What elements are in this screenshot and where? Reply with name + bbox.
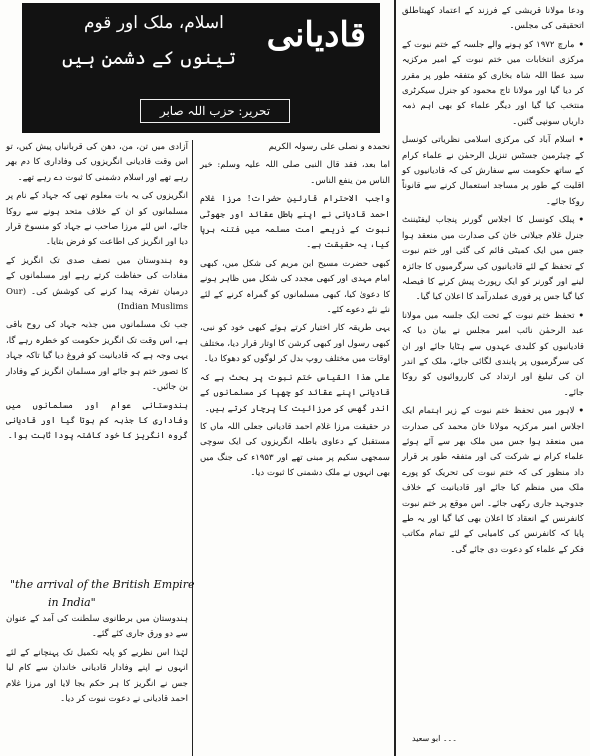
right-footer: ۔۔۔ ابو سعید: [412, 734, 457, 743]
middle-para-3: واجب الاحترام قارئین حضرات! مرزا غلام احمد قادیانی نے اپنے باطل عقائد اور جھوٹی نبوت کے ذریعے امت مسلمہ میں فتنہ برپا کیا، یہ حقیقت ہے۔: [200, 194, 390, 251]
column-divider-right: [394, 0, 396, 756]
left-para-5: ہندوستانی عوام اور مسلمانوں میں وفاداری کا جذبہ کم ہوتا گیا اور قادیانی گروہ انگریز کا خود کاشتہ پودا ثابت ہوا۔: [6, 400, 188, 442]
right-para-3: • اسلام آباد کی مرکزی اسلامی نظریاتی کونسل کے چیئرمین جسٹس تنزیل الرحمٰن نے علماء کرام کے ساتھ حکومت سے سفارش کی کہ قادیانیوں کو اقلیت کے طور پر مساجد استعمال کرنے سے قانوناً روکا جائے۔: [402, 133, 584, 210]
middle-para-4: کبھی حضرت مسیح ابن مریم کی شکل میں، کبھی امام مہدی اور کبھی مجدد کی شکل میں ظاہر ہونے کا دعویٰ کیا، کبھی مسلمانوں کو گمراہ کرنے کے لئے نئے نئے دعوے کئے۔: [200, 258, 390, 316]
column-divider-left: [192, 140, 193, 756]
right-column: [402, 4, 584, 750]
middle-para-7: در حقیقت مرزا غلام احمد قادیانی جعلی اللہ ماں کا مستقبل کے دعاوی باطلہ انگریزوں کی ایک سوچی سمجھی سکیم پر مبنی تھے اور ۱۹۵۳ء کی جنگ میں بھی انہوں نے ملک دشمنی کا ثبوت دیا۔: [200, 421, 391, 479]
middle-column: [200, 140, 390, 752]
right-para-6: • لاہور میں تحفظ ختم نبوت کے زیر اہتمام ایک اجلاس امیر مرکزیہ مولانا خان محمد کی صدارت میں منعقد ہوا جس میں ملک بھر سے آئے ہوئے علماء کرام نے شرکت کی اور متفقہ طور پر قرار داد منظور کی کہ ختم نبوت کی تحریک کو پورے ملک میں منظم کیا جائے اور قادیانیت کے خلاف جدوجہد جاری رکھی جائے۔ اس موقع پر ختم نبوت کانفرنس کے انعقاد کا اعلان بھی کیا گیا اور یہ طے پایا کہ کانفرنس کی کامیابی کے لئے تمام مکاتب فکر کے علماء کو دعوت دی جائے گی۔: [402, 404, 584, 558]
right-para-5: • تحفظ ختم نبوت کے تحت ایک جلسہ میں مولانا عبد الرحمٰن نائب امیر مجلس نے بیان دیا کہ قادیانیوں کو کلیدی عہدوں سے ہٹایا جائے اور ان کی سرگرمیوں پر پابندی لگائی جائے، ملک کے اندر ان کی تبلیغ اور ارتداد کی کارروائیوں کو روکا جائے۔: [402, 309, 584, 401]
middle-para-5: یہی طریقہ کار اختیار کرتے ہوئے کبھی خود کو نبی، کبھی رسول اور کبھی کرشن کا اوتار قرار دیا، مختلف اوقات میں مختلف روپ بدل کر لوگوں کو دھوکا دیا۔: [200, 323, 390, 365]
headline-title-word: قادیانی: [266, 15, 366, 55]
middle-para-6: علی ھذا القیاس ختم نبوت پر بحث ہے کہ قادیانی اپنے عقائد کو چھپا کر مسلمانوں کے اندر گھس کر مرزائیت کا پرچار کرتے ہیں۔: [200, 372, 390, 414]
english-quote-line-2: in India": [48, 596, 96, 609]
headline-banner: [22, 3, 380, 133]
left-column-bottom: [6, 612, 188, 752]
headline-line-2: تینوں کے دشمن ہیں: [62, 47, 236, 69]
right-para-4: • پبلک کونسل کا اجلاس گورنر پنجاب لیفٹیننٹ جنرل غلام جیلانی خان کی صدارت میں منعقد ہوا جس میں ایک کمیٹی قائم کی گئی اور ختم نبوت کے تحفظ کے لئے قادیانیوں کی سرگرمیوں کا جائزہ لینے اور گورنر کو ایک رپورٹ پیش کرنے کا فیصلہ کیا گیا جس پر فوری عملدرآمد کا اعلان کیا گیا۔: [402, 213, 584, 305]
middle-para-1: نحمدہ و نصلی علی رسولہ الکریم: [268, 142, 390, 152]
byline-box: تحریر: حزب اللہ صابر: [140, 99, 290, 123]
left-para-4: جب تک مسلمانوں میں جذبہ جہاد کی روح باقی ہے، اس وقت تک انگریز حکومت کو خطرہ رہے گا، یہی وجہ ہے کہ قادیانیت کو فروغ دیا گیا تاکہ جہاد کا تصور ختم ہو جائے اور مسلمان انگریز کے وفادار بن جائیں۔: [6, 320, 188, 393]
left-para-after-2: لہٰذا اس نظریے کو پایہ تکمیل تک پہنچانے کے لئے انہوں نے اپنے وفادار قادیانی خاندان سے کام لیا جس نے انگریز کا ہر حکم بجا لایا اور مرزا غلام احمد قادیانی نے دعوت نبوت کر دیا۔: [6, 647, 188, 705]
middle-para-2: اما بعد، فقد قال النبی صلی اللہ علیہ وسلم: خیر الناس من ینفع الناس۔: [200, 160, 390, 186]
headline-line-1: اسلام، ملک اور قوم: [84, 13, 224, 33]
english-quote-line-1: "the arrival of the British Empire: [10, 578, 195, 591]
right-para-1: ودعا مولانا قریشی کے فرزند کے اعتماد کھیتاطلق اتحقیقی کی مجلس۔: [402, 6, 584, 32]
left-para-3: وہ ہندوستان میں نصف صدی تک انگریز کے مفادات کی حفاظت کرتے رہے اور مسلمانوں کے درمیان تفرقہ پیدا کرنے کی کوشش کی۔ (Our Indian Muslims): [6, 255, 188, 313]
right-para-2: • مارچ ۱۹۷۲ کو ہونے والے جلسہ کے ختم نبوت کے مرکزی انتخابات میں ختم نبوت کے امیر مرکزیہ سید عطا اللہ شاہ بخاری کو متفقہ طور پر مقرر کر دیا گیا اور مولانا تاج محمود کو جنرل سیکرٹری منتخب کیا گیا اور دیگر علماء کو بھی اہم ذمہ داریاں سونپی گئیں۔: [402, 38, 584, 130]
left-para-after-1: ہندوستان میں برطانوی سلطنت کی آمد کے عنوان سے دو ورق جاری کئے گئے۔: [6, 614, 188, 640]
left-para-1: آزادی میں تن، من، دھن کی قربانیاں پیش کیں، تو اس وقت قادیانی انگریزوں کی وفاداری کا دم بھر رہے تھے اور اسلام دشمنی کا ثبوت دے رہے تھے۔: [6, 142, 188, 183]
left-para-2: انگریزوں کی یہ بات معلوم تھی کہ جہاد کے نام پر مسلمانوں کو ان کے خلاف متحد ہونے سے روکا جائے، اس لئے مرزا صاحب نے جہاد کو منسوخ قرار دیا اور انگریز کی اطاعت کو فرض بتایا۔: [6, 191, 188, 248]
